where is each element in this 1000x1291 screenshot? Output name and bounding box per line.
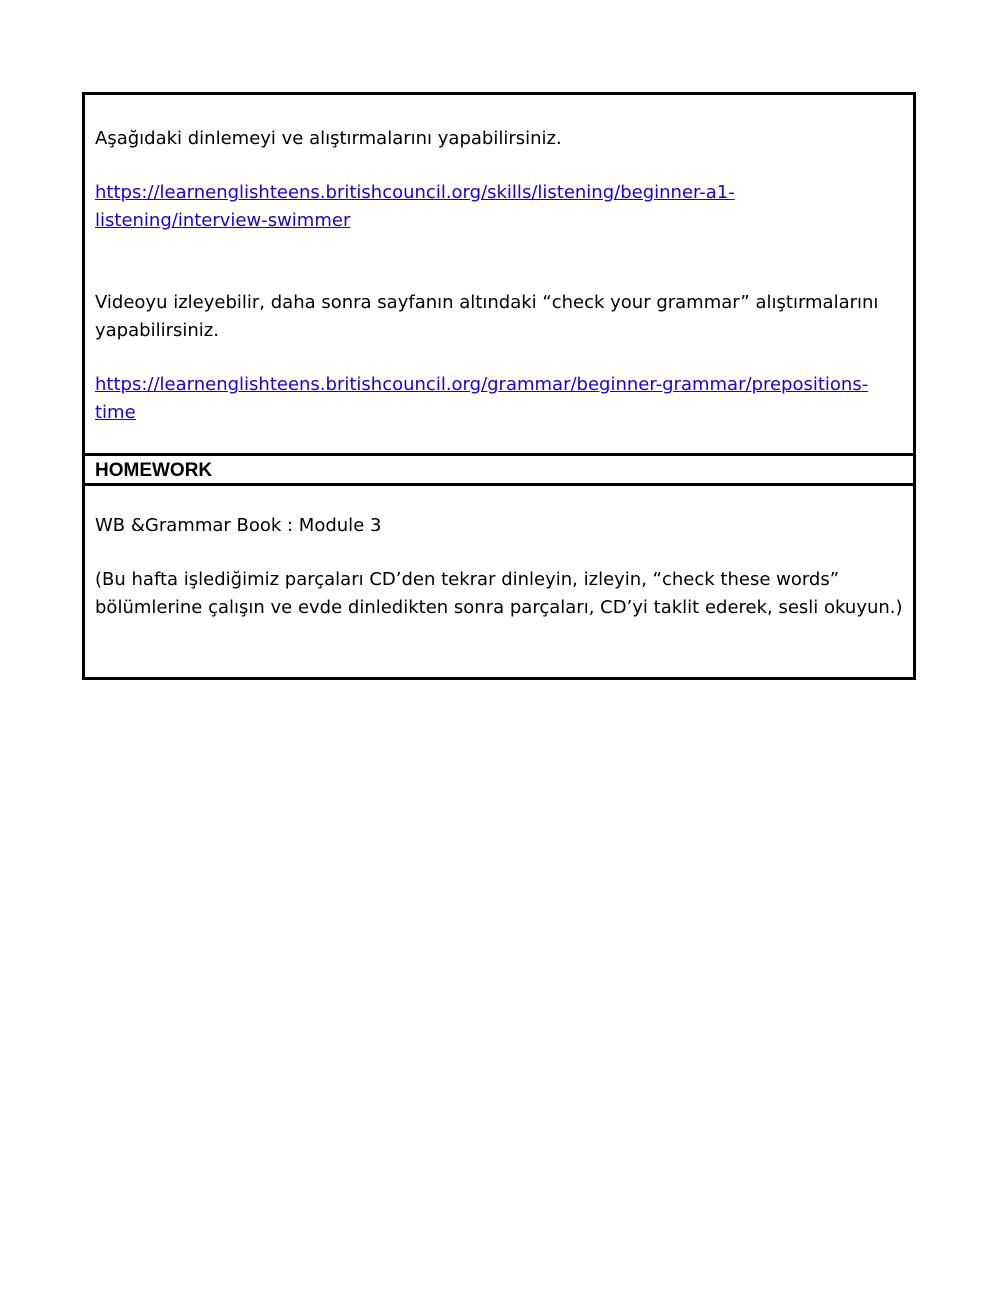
grammar-link[interactable] xyxy=(95,371,903,427)
homework-note xyxy=(95,566,903,622)
homework-note-line-2: bölümlerine çalışın ve evde dinledikten sonra parçaları, CD’yi taklit ederek, sesli okuyun.) xyxy=(95,597,903,618)
video-instructions-line-1: Videoyu izleyebilir, daha sonra sayfanın altındaki “check your grammar” alıştırmalarını xyxy=(95,292,879,313)
intro-text: Aşağıdaki dinlemeyi ve alıştırmalarını yapabilirsiniz. xyxy=(95,128,562,149)
listening-link-line-1[interactable]: https://learnenglishteens.britishcouncil.org/skills/listening/beginner-a1- xyxy=(95,182,735,203)
resources-cell xyxy=(85,95,913,453)
homework-heading: HOMEWORK xyxy=(85,453,913,486)
grammar-link-line-2[interactable]: time xyxy=(95,402,136,423)
homework-book-line: WB &Grammar Book : Module 3 xyxy=(95,515,382,536)
homework-cell xyxy=(85,486,913,677)
listening-link[interactable] xyxy=(95,179,903,235)
video-instructions xyxy=(95,289,903,345)
video-instructions-line-2: yapabilirsiniz. xyxy=(95,320,219,341)
homework-table xyxy=(82,92,916,680)
listening-link-line-2[interactable]: listening/interview-swimmer xyxy=(95,210,351,231)
homework-note-line-1: (Bu hafta işlediğimiz parçaları CD’den tekrar dinleyin, izleyin, “check these words” xyxy=(95,569,840,590)
grammar-link-line-1[interactable]: https://learnenglishteens.britishcouncil.org/grammar/beginner-grammar/prepositions- xyxy=(95,374,869,395)
